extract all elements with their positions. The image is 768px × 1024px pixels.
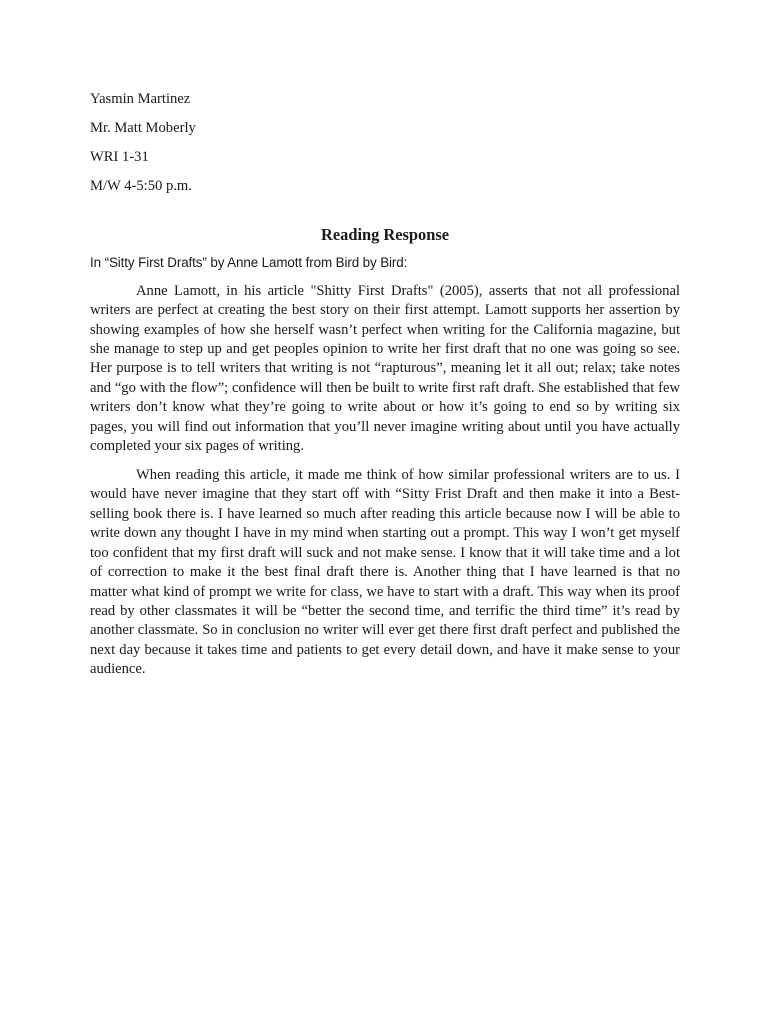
- paragraph-1: Anne Lamott, in his article "Shitty First Drafts" (2005), asserts that not all professional writers are perfect at creating the best story on their first attempt. Lamott supports her assertion by showing examples of how she herself wasn’t perfect when writing for the California magazine, but she manage to step up and get peoples opinion to write her first draft that no one was going so see. Her purpose is to tell writers that writing is not “rapturous”, meaning let it all out; relax; take notes and “go with the flow”; confidence will then be built to write first raft draft. She established that few writers don’t know what they’re going to write about or how it’s going to end so by writing six pages, you will find out information that you’ll never imagine writing about until you have actually completed your six pages of writing.: [90, 282, 680, 455]
- document-body: [90, 90, 680, 689]
- instructor-name: Mr. Matt Moberly: [90, 120, 196, 136]
- document-title: Reading Response: [321, 225, 449, 245]
- paragraph-2: When reading this article, it made me think of how similar professional writers are to us. I would have never imagine that they start off with “Sitty Frist Draft and then make it into a Best-selling book there is. I have learned so much after reading this article because now I will be able to write down any thought I have in my mind when starting out a prompt. This way I won’t get myself too confident that my first draft will suck and not make sense. I know that it will take time and a lot of correction to make it the best final draft there is. Another thing that I have learned is that no matter what kind of prompt we write for class, we have to start with a draft. This way when its proof read by other classmates it will be “better the second time, and terrific the third time” it’s read by another classmate. So in conclusion no writer will ever get there first draft perfect and published the next day because it takes time and patients to get every detail down, and have it make sense to your audience.: [90, 467, 680, 678]
- intro-line: In “Sitty First Drafts” by Anne Lamott from Bird by Bird:: [90, 255, 408, 271]
- course-code: WRI 1-31: [90, 149, 149, 165]
- class-schedule: M/W 4-5:50 p.m.: [90, 178, 192, 194]
- student-name: Yasmin Martinez: [90, 91, 191, 107]
